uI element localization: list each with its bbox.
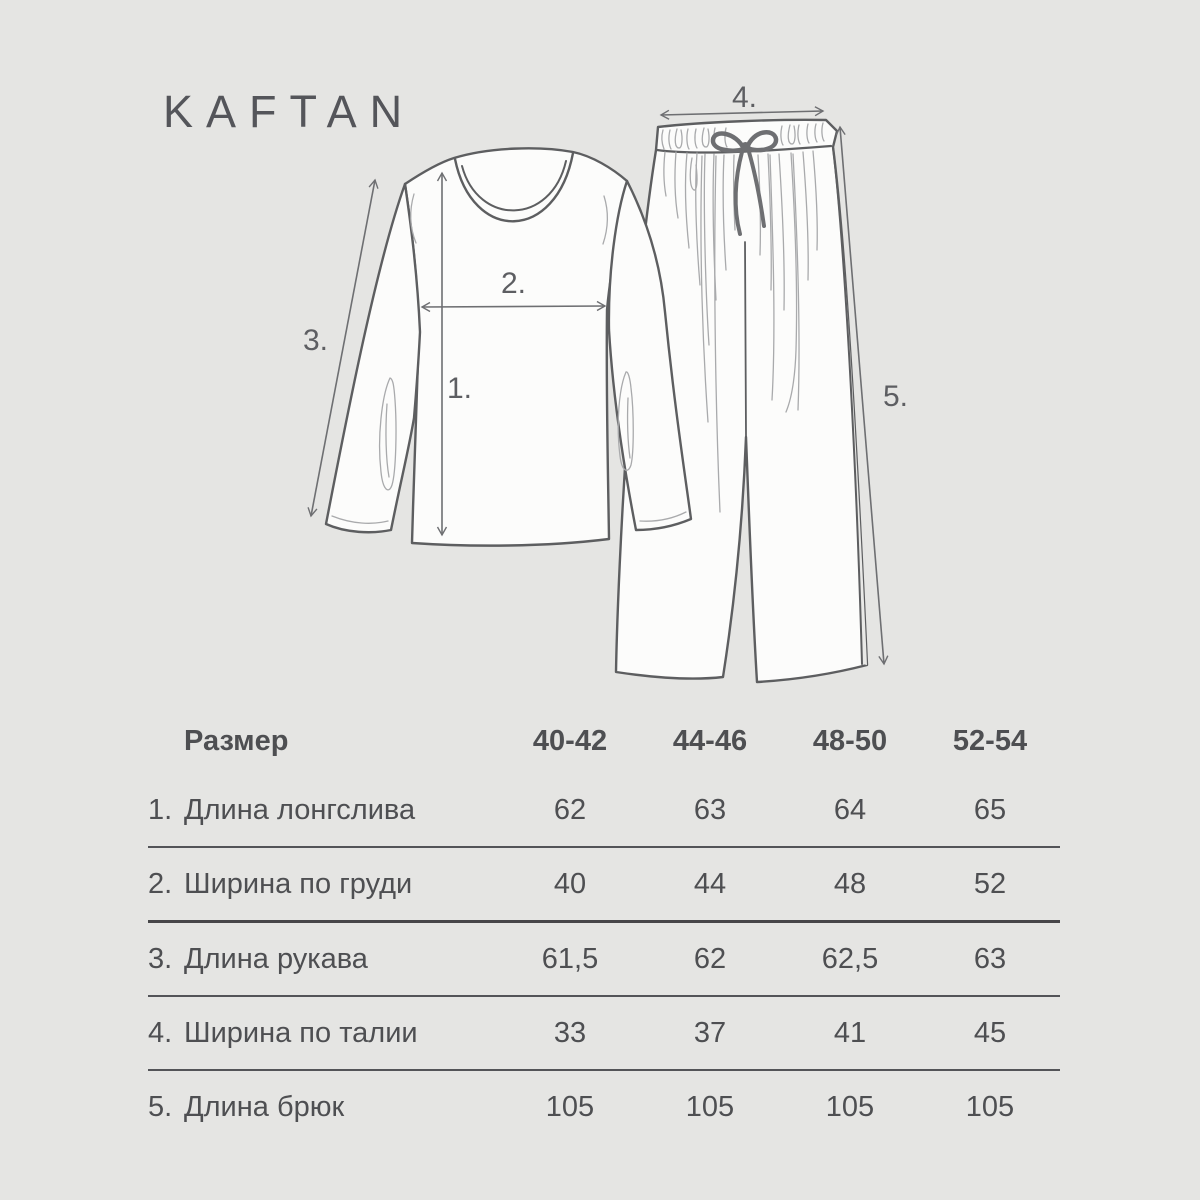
- size-header-52-54: 52-54: [952, 724, 1028, 757]
- row-value: 62,5: [821, 942, 879, 975]
- size-column-header: Размер: [184, 724, 289, 757]
- row-value: 61,5: [541, 942, 599, 975]
- row-value: 48: [833, 867, 867, 900]
- row-value: 45: [973, 1016, 1007, 1049]
- row-value: 62: [553, 793, 587, 826]
- row-value: 63: [693, 793, 727, 826]
- size-header-48-50: 48-50: [812, 724, 888, 757]
- row-value: 63: [973, 942, 1007, 975]
- size-table: [148, 708, 1060, 1143]
- row-number: 3.: [148, 942, 173, 975]
- row-value: 62: [693, 942, 727, 975]
- row-value: 105: [545, 1090, 595, 1123]
- size-header-40-42: 40-42: [532, 724, 608, 757]
- row-label: Длина брюк: [184, 1090, 345, 1123]
- table-row-pants-length: [148, 1071, 1060, 1143]
- brand-logo: KAFTAN: [163, 86, 416, 137]
- row-value: 52: [973, 867, 1007, 900]
- table-row-waist-width: [148, 997, 1060, 1071]
- table-header-row: [148, 708, 1060, 774]
- row-value: 41: [833, 1016, 867, 1049]
- dimension-arrow-2: [422, 306, 605, 307]
- row-value: 105: [965, 1090, 1015, 1123]
- row-number: 4.: [148, 1016, 173, 1049]
- row-number: 2.: [148, 867, 173, 900]
- row-label: Ширина по талии: [184, 1016, 418, 1049]
- row-label: Ширина по груди: [184, 867, 413, 900]
- row-label: Длина лонгслива: [184, 793, 416, 826]
- row-number: 1.: [148, 793, 173, 826]
- measure-label-5: 5.: [883, 380, 909, 413]
- row-value: 105: [685, 1090, 735, 1123]
- row-value: 33: [553, 1016, 587, 1049]
- table-row-chest-width: [148, 848, 1060, 923]
- row-value: 44: [693, 867, 727, 900]
- row-value: 37: [693, 1016, 727, 1049]
- measure-label-3: 3.: [303, 324, 329, 357]
- measure-label-1: 1.: [447, 372, 473, 405]
- row-value: 64: [833, 793, 867, 826]
- size-header-44-46: 44-46: [672, 724, 748, 757]
- row-value: 105: [825, 1090, 875, 1123]
- measure-label-2: 2.: [501, 267, 527, 300]
- row-number: 5.: [148, 1090, 173, 1123]
- row-value: 40: [553, 867, 587, 900]
- row-label: Длина рукава: [184, 942, 368, 975]
- table-row-longsleeve-length: [148, 774, 1060, 848]
- shirt-outline: [326, 148, 691, 545]
- measure-label-4: 4.: [732, 81, 758, 114]
- table-row-sleeve-length: [148, 923, 1060, 997]
- row-value: 65: [973, 793, 1007, 826]
